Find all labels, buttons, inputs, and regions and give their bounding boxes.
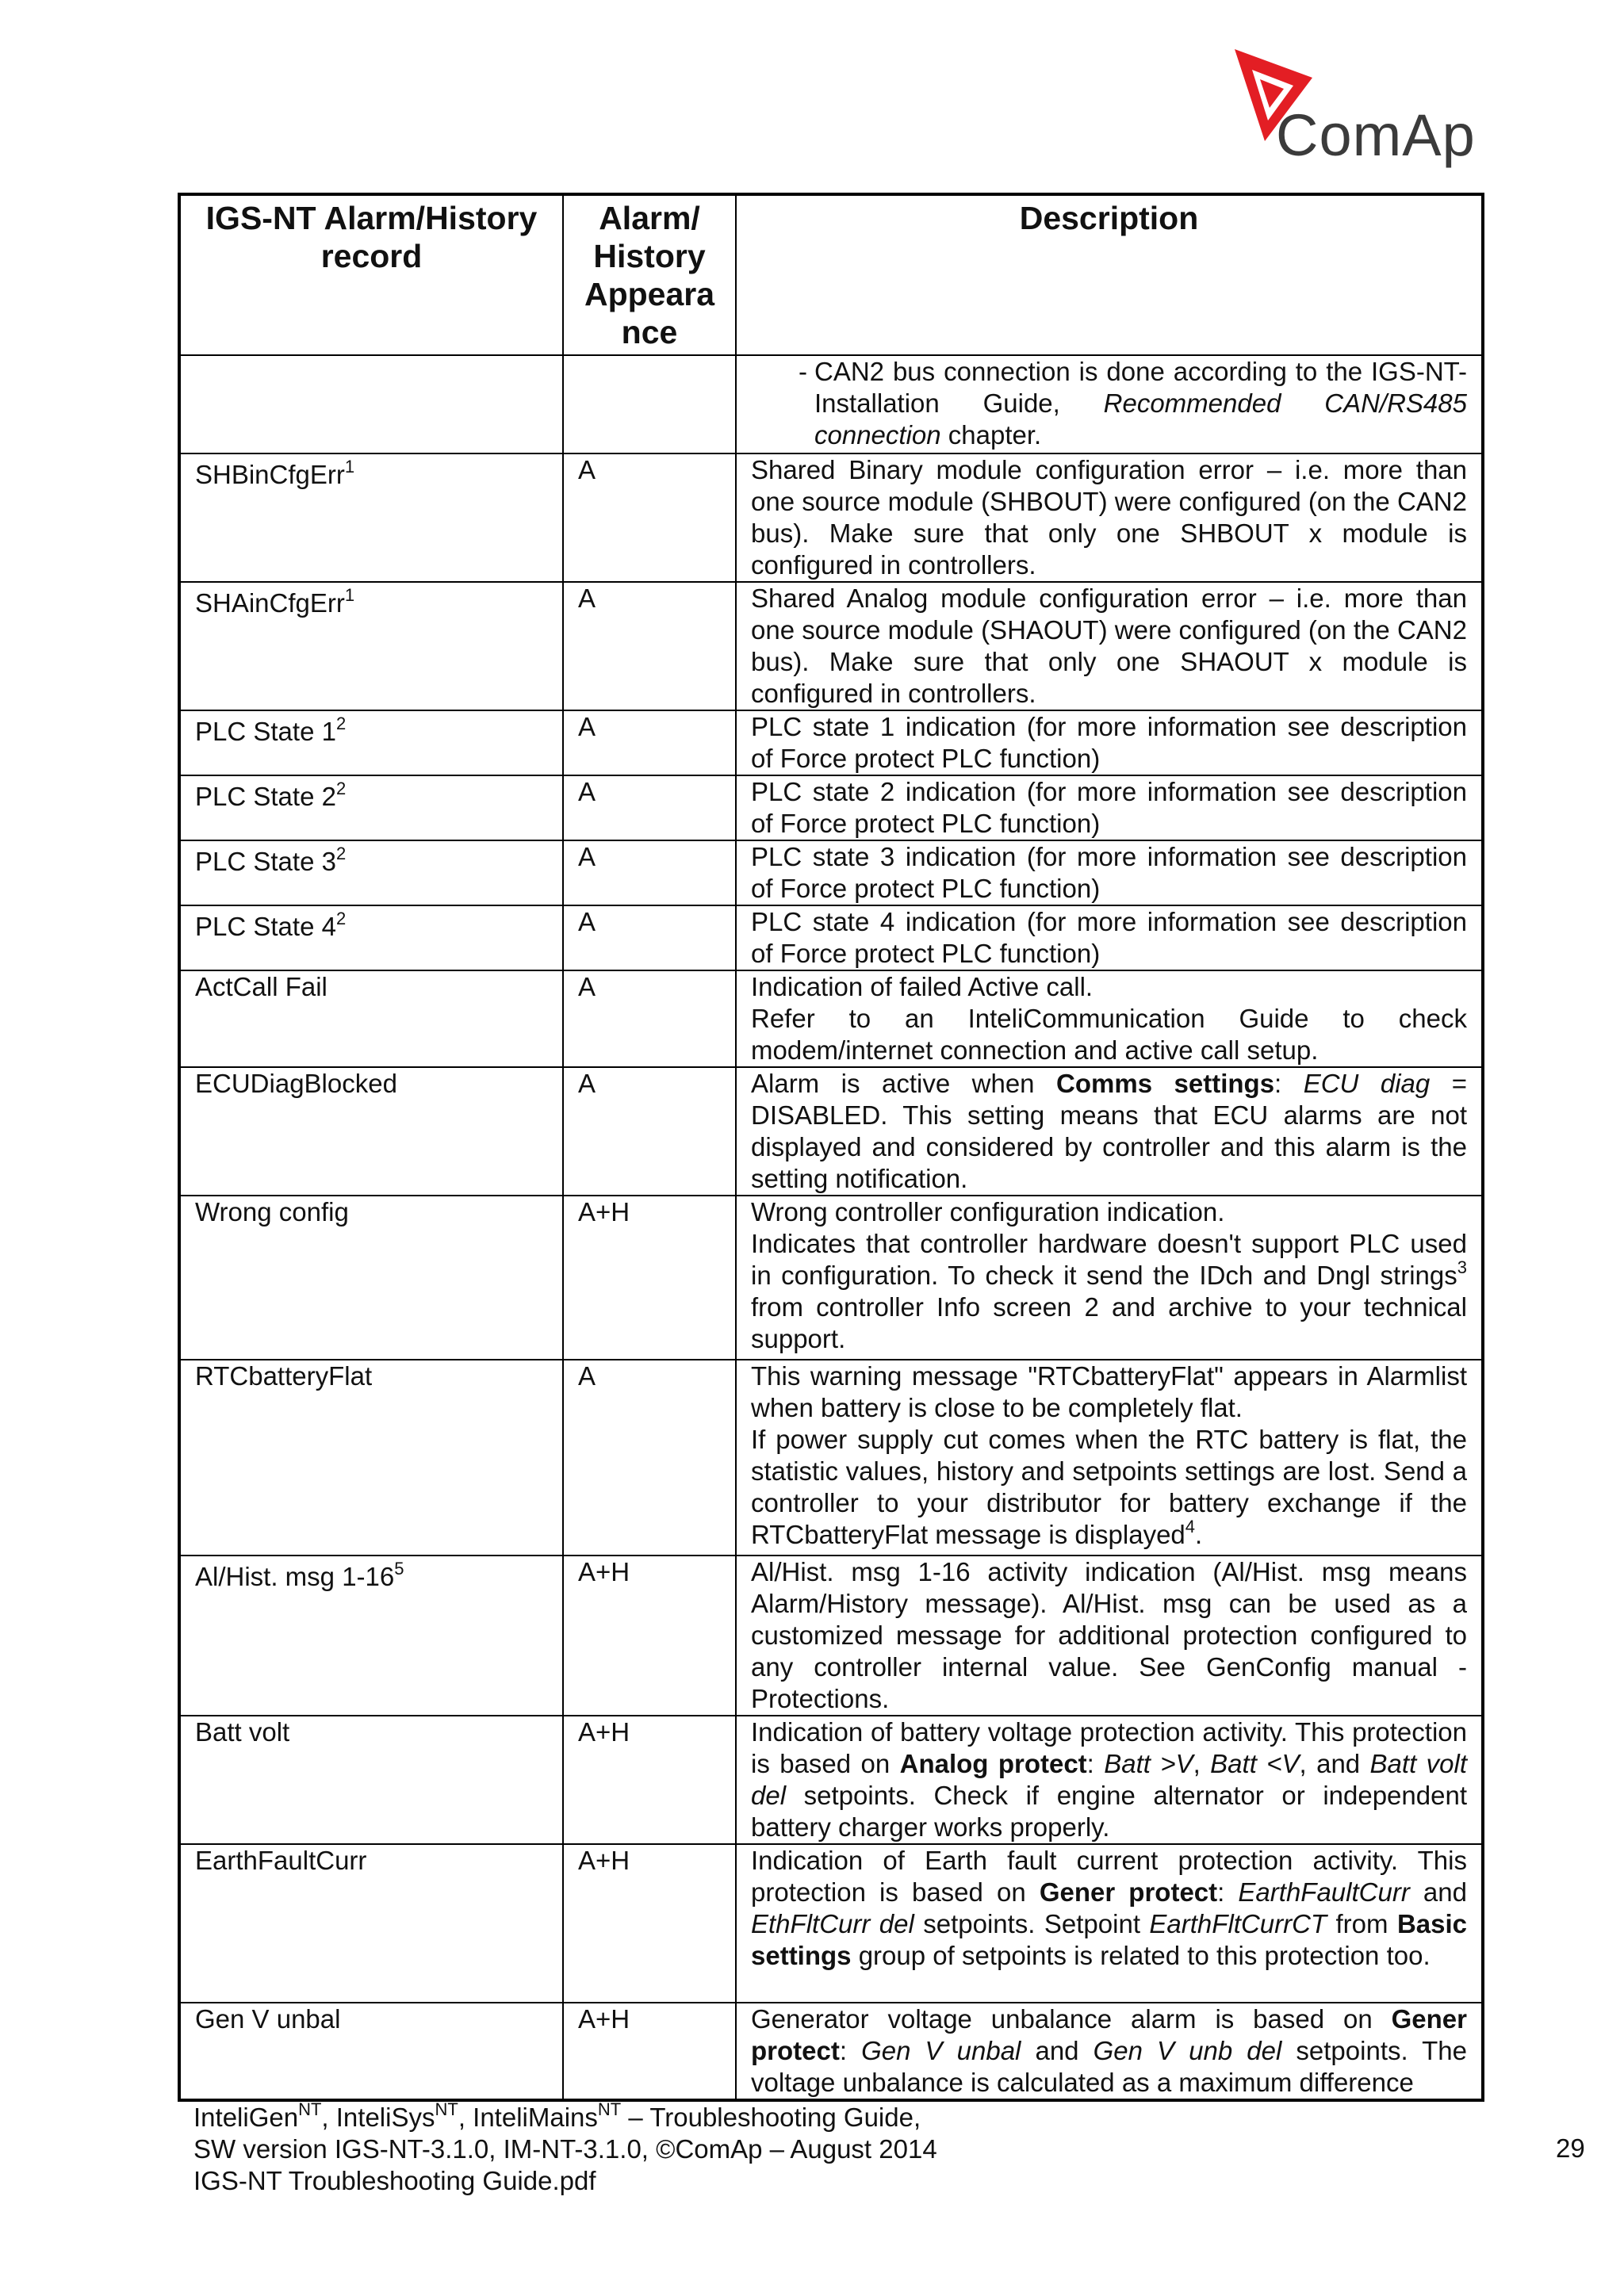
cell-record (179, 840, 563, 905)
table-row (179, 1844, 1483, 2003)
text: : (1217, 1877, 1239, 1907)
footnote-ref: 2 (335, 844, 347, 863)
cell-record: EarthFaultCurr (179, 1844, 563, 2003)
text: from (1327, 1909, 1397, 1938)
comap-logo (1233, 46, 1476, 168)
cell-description: Al/Hist. msg 1-16 activity indication (Al/Hist. msg means Alarm/History message). Al/Hist. msg can be used as a customized message for additional protection configured to any controller internal value. See GenConfig manual - Protections. (736, 1556, 1483, 1716)
bold-text: Basic settings (751, 1909, 1467, 1970)
bullet-item (751, 356, 1467, 451)
text: CAN2 bus connection is done according to the IGS-NT-Installation Guide, (814, 357, 1467, 418)
text: Indication of battery voltage protection activity. This protection is based on (751, 1717, 1467, 1778)
cell-record (179, 905, 563, 970)
paragraph: Refer to an InteliCommunication Guide to check modem/internet connection and active call setup. (751, 1004, 1467, 1065)
cell-appearance: A (563, 582, 736, 710)
cell-appearance: A (563, 840, 736, 905)
cell-record: Batt volt (179, 1716, 563, 1844)
cell-record: Wrong config (179, 1196, 563, 1360)
table-row (179, 453, 1483, 582)
table-row (179, 1196, 1483, 1360)
record-name: PLC State 2 (195, 782, 336, 811)
italic-text: Gen V unb del (1093, 2036, 1282, 2065)
text: : (1086, 1749, 1105, 1778)
text: – Troubleshooting Guide, (621, 2103, 921, 2132)
footer-line-3: IGS-NT Troubleshooting Guide.pdf (193, 2166, 596, 2195)
italic-text: EarthFaultCurr (1238, 1877, 1410, 1907)
italic-text: EarthFltCurrCT (1149, 1909, 1327, 1938)
table-row (179, 970, 1483, 1067)
text: Indicates that controller hardware doesn't support PLC used in configuration. To check it send the IDch and Dngl strings (751, 1229, 1467, 1290)
alarm-history-table (178, 193, 1484, 2102)
table-row (179, 1716, 1483, 1844)
cell-description (736, 1716, 1483, 1844)
cell-record (179, 582, 563, 710)
text: setpoints. Setpoint (914, 1909, 1150, 1938)
cell-appearance: A+H (563, 1716, 736, 1844)
record-name: SHAinCfgErr (195, 588, 345, 618)
cell-description (736, 355, 1483, 453)
cell-description: Shared Binary module configuration error – i.e. more than one source module (SHBOUT) were configured (on the CAN2 bus). Make sure that only one SHBOUT x module is configured in controllers. (736, 453, 1483, 582)
page-number: 29 (1556, 2133, 1585, 2163)
italic-text: Gen V unbal (861, 2036, 1021, 2065)
text: and (1409, 1877, 1467, 1907)
cell-description (736, 970, 1483, 1067)
cell-description: PLC state 3 indication (for more information see description of Force protect PLC function) (736, 840, 1483, 905)
italic-text: Batt <V (1210, 1749, 1300, 1778)
cell-record: ECUDiagBlocked (179, 1067, 563, 1196)
table-row (179, 582, 1483, 710)
table-row (179, 1067, 1483, 1196)
cell-appearance: A (563, 970, 736, 1067)
text: InteliGen (193, 2103, 299, 2132)
cell-appearance: A (563, 1067, 736, 1196)
bullet-dash: - (799, 357, 807, 386)
header-description: Description (736, 194, 1483, 355)
text: If power supply cut comes when the RTC battery is flat, the statistic values, history and setpoints settings are lost. Send a controller to your distributor for battery exchange if the RTCbatteryFlat message is displayed (751, 1425, 1467, 1549)
table-row (179, 1360, 1483, 1556)
footer-line-2: SW version IGS-NT-3.1.0, IM-NT-3.1.0, ©ComAp – August 2014 (193, 2134, 937, 2164)
cell-record (179, 775, 563, 840)
text: setpoints. Check if engine alternator or independent battery charger works properly. (751, 1781, 1467, 1842)
footnote-ref: 2 (335, 714, 347, 733)
cell-record (179, 453, 563, 582)
cell-appearance: A+H (563, 1556, 736, 1716)
header-record: IGS-NT Alarm/History record (179, 194, 563, 355)
table-row-continuation (179, 355, 1483, 453)
paragraph: This warning message "RTCbatteryFlat" appears in Alarmlist when battery is close to be completely flat. (751, 1361, 1467, 1422)
paragraph: Wrong controller configuration indication. (751, 1197, 1225, 1226)
cell-appearance: A+H (563, 2003, 736, 2100)
bold-text: Gener protect (1039, 1877, 1218, 1907)
text: , InteliMains (458, 2103, 598, 2132)
text: . (1195, 1520, 1203, 1549)
text: : (1274, 1069, 1304, 1098)
superscript: NT (597, 2099, 622, 2119)
text: , and (1299, 1749, 1370, 1778)
footnote-ref: 3 (1457, 1257, 1467, 1277)
table-row (179, 905, 1483, 970)
text: and (1021, 2036, 1094, 2065)
text: , InteliSys (321, 2103, 435, 2132)
cell-appearance: A (563, 710, 736, 775)
record-name: PLC State 3 (195, 847, 336, 876)
cell-appearance: A (563, 1360, 736, 1556)
text: = DISABLED. This setting means that ECU alarms are not displayed and considered by controller and this alarm is the setting notification. (751, 1069, 1467, 1193)
record-name: PLC State 4 (195, 912, 336, 941)
cell-appearance: A (563, 905, 736, 970)
cell-record: Gen V unbal (179, 2003, 563, 2100)
cell-description: PLC state 2 indication (for more information see description of Force protect PLC function) (736, 775, 1483, 840)
paragraph (751, 1228, 1467, 1355)
cell-record (179, 355, 563, 453)
logo-text: ComAp (1276, 102, 1476, 168)
text: Generator voltage unbalance alarm is based on (751, 2004, 1392, 2034)
italic-text: EthFltCurr del (751, 1909, 914, 1938)
italic-text: Batt volt del (751, 1749, 1467, 1810)
cell-appearance: A (563, 775, 736, 840)
table-row (179, 1556, 1483, 1716)
page-footer (193, 2099, 937, 2197)
bold-text: Gener protect (751, 2004, 1467, 2065)
text: Alarm is active when (751, 1069, 1057, 1098)
footer-line-1 (193, 2099, 937, 2133)
cell-appearance (563, 355, 736, 453)
footnote-ref: 1 (344, 457, 355, 476)
cell-record: RTCbatteryFlat (179, 1360, 563, 1556)
cell-appearance: A (563, 453, 736, 582)
table-row (179, 710, 1483, 775)
bold-text: Analog protect (899, 1749, 1087, 1778)
cell-description (736, 1067, 1483, 1196)
cell-record (179, 710, 563, 775)
cell-description (736, 1196, 1483, 1360)
text: : (839, 2036, 862, 2065)
footnote-ref: 2 (335, 909, 347, 928)
text: from controller Info screen 2 and archive to your technical support. (751, 1292, 1467, 1353)
record-name: SHBinCfgErr (195, 460, 345, 489)
footnote-ref: 5 (394, 1559, 404, 1578)
text: setpoints. The voltage unbalance is calculated as a maximum difference (751, 2036, 1467, 2097)
superscript: NT (298, 2099, 322, 2119)
record-name: PLC State 1 (195, 717, 336, 746)
text: Indication of Earth fault current protection activity. This protection is based on (751, 1846, 1467, 1907)
cell-description (736, 1360, 1483, 1556)
table-row (179, 775, 1483, 840)
bold-text: Comms settings (1056, 1069, 1275, 1098)
text: group of setpoints is related to this protection too. (851, 1941, 1431, 1970)
footnote-ref: 2 (335, 779, 347, 798)
footnote-ref: 4 (1185, 1517, 1196, 1536)
italic-text: Batt >V (1104, 1749, 1193, 1778)
text: chapter. (940, 420, 1042, 450)
paragraph (751, 1424, 1467, 1551)
text: , (1193, 1749, 1211, 1778)
cell-appearance: A+H (563, 1196, 736, 1360)
italic-text: Recommended CAN/RS485 connection (814, 388, 1467, 450)
header-appearance: Alarm/ History Appeara nce (563, 194, 736, 355)
cell-description: PLC state 4 indication (for more information see description of Force protect PLC function) (736, 905, 1483, 970)
table-row (179, 840, 1483, 905)
cell-description (736, 2003, 1483, 2100)
record-name: Al/Hist. msg 1-16 (195, 1562, 395, 1591)
paragraph: Indication of failed Active call. (751, 972, 1094, 1001)
italic-text: ECU diag (1303, 1069, 1431, 1098)
table-header-row (179, 194, 1483, 355)
footnote-ref: 1 (344, 585, 355, 605)
table-row (179, 2003, 1483, 2100)
cell-appearance: A+H (563, 1844, 736, 2003)
cell-record (179, 1556, 563, 1716)
cell-description (736, 1844, 1483, 2003)
superscript: NT (435, 2099, 458, 2119)
cell-description: Shared Analog module configuration error – i.e. more than one source module (SHAOUT) were configured (on the CAN2 bus). Make sure that only one SHAOUT x module is configured in controllers. (736, 582, 1483, 710)
cell-record: ActCall Fail (179, 970, 563, 1067)
cell-description: PLC state 1 indication (for more information see description of Force protect PLC function) (736, 710, 1483, 775)
